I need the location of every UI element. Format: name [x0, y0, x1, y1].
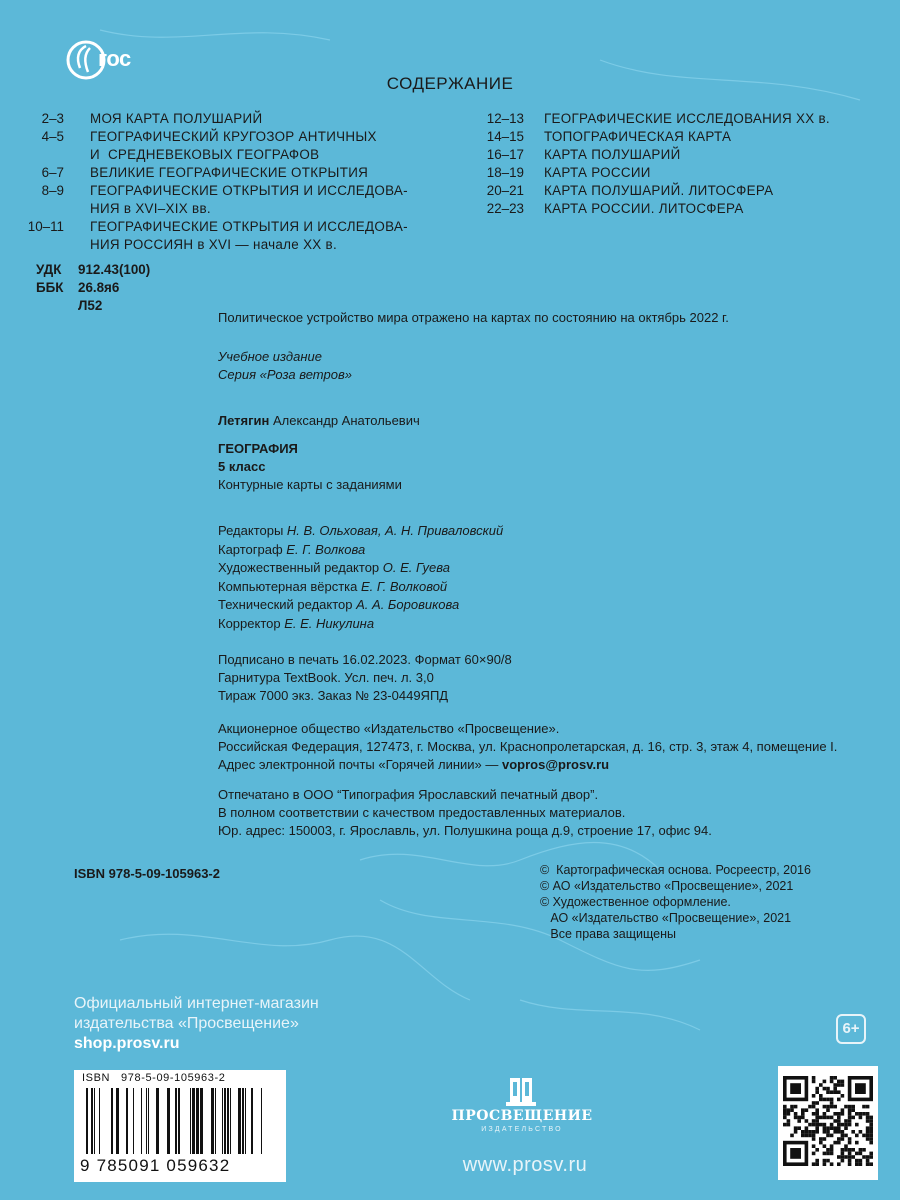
- author-mark: Л52: [78, 298, 103, 313]
- publisher-info: [218, 720, 837, 774]
- credit-role: Художественный редактор: [218, 560, 383, 575]
- toc-title: СОДЕРЖАНИЕ: [386, 74, 514, 93]
- toc-pages: 8–9: [41, 183, 64, 198]
- toc-pages: 12–13: [486, 111, 524, 126]
- toc-entry-title: ВЕЛИКИЕ ГЕОГРАФИЧЕСКИЕ ОТКРЫТИЯ: [90, 165, 369, 180]
- credit-name: Е. Г. Волковой: [360, 578, 448, 594]
- website-link[interactable]: www.prosv.ru: [462, 1154, 588, 1176]
- toc-pages: 4–5: [41, 129, 64, 144]
- credit-role: Технический редактор: [218, 597, 357, 612]
- toc-entry: [484, 164, 830, 182]
- udk-label: УДК: [36, 262, 62, 277]
- printer-info-line: Юр. адрес: 150003, г. Ярославль, ул. Полушкина роща д.9, строение 17, офис 94.: [218, 823, 712, 838]
- email-link[interactable]: vopros@prosv.ru: [502, 757, 610, 772]
- printer-info-line: Отпечатано в ООО “Типография Ярославский печатный двор”.: [218, 787, 599, 802]
- print-info: [218, 651, 512, 705]
- author: [218, 412, 420, 430]
- toc-entry-title: НИЯ в XVI–XIX вв.: [90, 201, 211, 216]
- toc-entry-title: ГЕОГРАФИЧЕСКИЕ ОТКРЫТИЯ И ИССЛЕДОВА-: [90, 183, 408, 198]
- copyright-line: © Картографическая основа. Росреестр, 2016: [540, 863, 811, 877]
- toc-pages: 16–17: [486, 147, 524, 162]
- credit-line: [218, 596, 503, 615]
- toc-pages: 20–21: [486, 183, 524, 198]
- toc-entry: [8, 200, 408, 218]
- edition-block: [218, 348, 352, 384]
- toc-entry-title: ГЕОГРАФИЧЕСКИЙ КРУГОЗОР АНТИЧНЫХ: [90, 129, 377, 144]
- toc-entry-title: ГЕОГРАФИЧЕСКИЕ ИССЛЕДОВАНИЯ XX в.: [544, 111, 830, 126]
- toc-left-column: [8, 110, 408, 254]
- book-subtitle: Контурные карты с заданиями: [218, 477, 402, 492]
- publisher-name-line: Акционерное общество «Издательство «Просвещение».: [218, 721, 560, 736]
- bbk-value: 26.8я6: [78, 280, 120, 295]
- toc-entry-title: НИЯ РОССИЯН в XVI — начале XX в.: [90, 237, 337, 252]
- print-info-line: Гарнитура TextBook. Усл. печ. л. 3,0: [218, 670, 434, 685]
- toc-entry-title: ГЕОГРАФИЧЕСКИЕ ОТКРЫТИЯ И ИССЛЕДОВА-: [90, 219, 408, 234]
- credit-name: О. Е. Гуева: [382, 560, 450, 575]
- toc-pages: 10–11: [27, 219, 64, 234]
- publisher-logo-name: ПРОСВЕЩЕНИЕ: [451, 1108, 593, 1124]
- credit-name: Н. В. Ольховая, А. Н. Приваловский: [286, 523, 504, 538]
- copyright-line: АО «Издательство «Просвещение», 2021: [540, 911, 792, 925]
- toc-entry: [484, 128, 830, 146]
- toc-entry: [8, 236, 408, 254]
- publisher-logo: [442, 1076, 602, 1146]
- credit-line: [218, 522, 503, 541]
- toc-entry: [8, 110, 408, 128]
- toc-entry-title: И СРЕДНЕВЕКОВЫХ ГЕОГРАФОВ: [90, 147, 320, 162]
- email-prefix: Адрес электронной почты «Горячей линии» —: [218, 757, 503, 772]
- edition-type: Учебное издание: [218, 349, 322, 364]
- barcode-isbn-label: ISBN 978-5-09-105963-2: [82, 1072, 226, 1084]
- toc-pages: 6–7: [41, 165, 64, 180]
- book-title: ГЕОГРАФИЯ: [218, 441, 298, 456]
- toc-pages: 18–19: [486, 165, 524, 180]
- toc-entry: [8, 182, 408, 200]
- credit-line: [218, 578, 503, 597]
- edition-series: Серия «Роза ветров»: [218, 367, 352, 382]
- shop-block: [74, 994, 319, 1054]
- publisher-address-line: Российская Федерация, 127473, г. Москва, ул. Краснопролетарская, д. 16, стр. 3, этаж 4, помещение I.: [218, 739, 838, 754]
- toc-entry-title: МОЯ КАРТА ПОЛУШАРИЙ: [90, 111, 263, 126]
- udk-value: 912.43(100): [78, 262, 151, 277]
- copyright-line: Все права защищены: [540, 927, 676, 941]
- political-note: Политическое устройство мира отражено на картах по состоянию на октябрь 2022 г.: [218, 310, 729, 325]
- toc-entry: [8, 218, 408, 236]
- toc-entry: [484, 200, 830, 218]
- author-name: Александр Анатольевич: [269, 413, 420, 428]
- toc-entry: [8, 146, 408, 164]
- printer-info-line: В полном соответствии с качеством предоставленных материалов.: [218, 805, 626, 820]
- toc-entry-title: КАРТА РОССИИ: [544, 165, 651, 180]
- toc-entry-title: ТОПОГРАФИЧЕСКАЯ КАРТА: [544, 129, 732, 144]
- shop-url-link[interactable]: shop.prosv.ru: [74, 1035, 180, 1052]
- book-emblem-icon: [442, 1076, 602, 1108]
- barcode: [74, 1070, 286, 1182]
- barcode-digits: 9 785091 059632: [80, 1156, 231, 1175]
- toc-entry-title: КАРТА ПОЛУШАРИЙ. ЛИТОСФЕРА: [544, 183, 774, 198]
- shop-line: Официальный интернет-магазин: [74, 995, 319, 1012]
- credit-name: А. А. Боровикова: [356, 597, 460, 612]
- barcode-bars-icon: [82, 1088, 278, 1156]
- publisher-email-line: [218, 756, 837, 774]
- credit-role: Редакторы: [218, 523, 287, 538]
- credit-name: Е. Г. Волкова: [286, 541, 366, 557]
- credit-role: Корректор: [218, 615, 285, 631]
- book-block: [218, 440, 402, 494]
- credit-role: Компьютерная вёрстка: [218, 578, 361, 594]
- age-rating-badge: 6+: [836, 1014, 866, 1044]
- toc-pages: [8, 236, 90, 254]
- copyright-block: [540, 862, 811, 942]
- credit-line: [218, 615, 503, 634]
- toc-entry: [8, 164, 408, 182]
- credit-name: Е. Е. Никулина: [284, 615, 375, 631]
- toc-right-column: [484, 110, 830, 218]
- toc-entry: [484, 182, 830, 200]
- book-grade: 5 класс: [218, 459, 266, 474]
- credits-block: [218, 522, 503, 633]
- credit-role: Картограф: [218, 541, 287, 557]
- credit-line: [218, 559, 503, 578]
- publisher-logo-sub: ИЗДАТЕЛЬСТВО: [481, 1126, 563, 1133]
- copyright-line: © АО «Издательство «Просвещение», 2021: [540, 879, 794, 893]
- qr-code-icon: [778, 1066, 878, 1180]
- copyright-line: © Художественное оформление.: [540, 895, 731, 909]
- toc-entry-title: КАРТА ПОЛУШАРИЙ: [544, 147, 681, 162]
- toc-pages: 22–23: [486, 201, 524, 216]
- print-info-line: Подписано в печать 16.02.2023. Формат 60×90/8: [218, 652, 512, 667]
- toc-entry: [8, 128, 408, 146]
- bbk-label: ББК: [36, 280, 64, 295]
- credit-line: [218, 541, 503, 560]
- toc-entry-title: КАРТА РОССИИ. ЛИТОСФЕРА: [544, 201, 744, 216]
- toc-pages: 2–3: [41, 111, 64, 126]
- toc-entry: [484, 146, 830, 164]
- fgos-text: гос: [98, 46, 131, 71]
- print-info-line: Тираж 7000 экз. Заказ № 23-0449ЯПД: [218, 688, 449, 703]
- printer-info: [218, 786, 712, 840]
- toc-entry: [484, 110, 830, 128]
- shop-line: издательства «Просвещение»: [74, 1015, 299, 1032]
- classification-block: [36, 261, 150, 315]
- qr-code[interactable]: [778, 1066, 878, 1180]
- toc-pages: [8, 200, 90, 218]
- isbn-main: ISBN 978-5-09-105963-2: [74, 866, 220, 881]
- author-surname: Летягин: [218, 413, 270, 428]
- toc-pages: 14–15: [486, 129, 524, 144]
- toc-pages: [8, 146, 90, 164]
